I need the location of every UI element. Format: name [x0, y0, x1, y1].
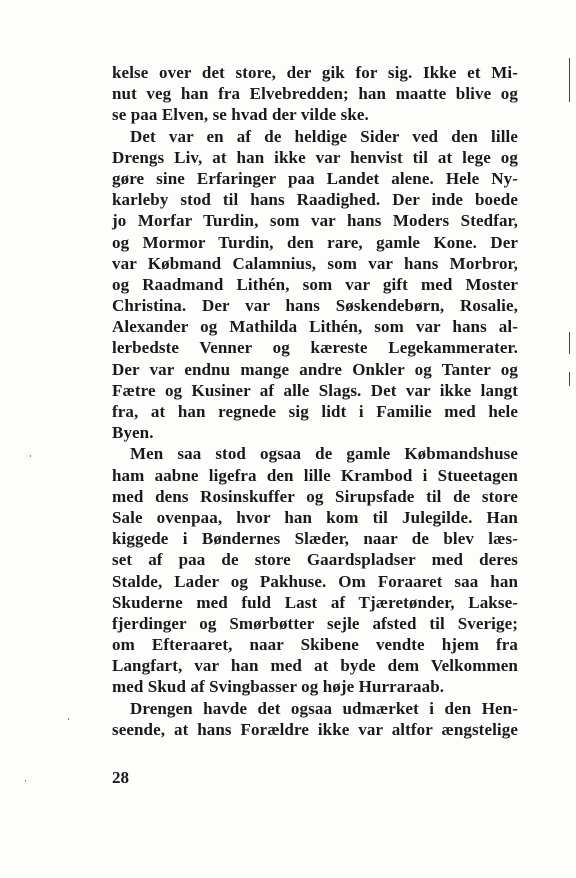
- text-line: Langfart, var han med at byde dem Velkommen: [112, 656, 518, 676]
- text-line: Byen.: [112, 423, 154, 443]
- text-line: Drengen havde det ogsaa udmærket i den Hen-: [130, 698, 518, 718]
- text-line: Der var endnu mange andre Onkler og Tanter og: [112, 359, 518, 379]
- text-line: gøre sine Erfaringer paa Landet alene. Hele Ny-: [112, 168, 518, 188]
- text-line: Christina. Der var hans Søskendebørn, Rosalie,: [112, 296, 518, 316]
- text-line: Skuderne med fuld Last af Tjæretønder, Lakse-: [112, 592, 518, 612]
- text-line: kelse over det store, der gik for sig. Ikke et Mi-: [112, 63, 518, 82]
- paper-speck: [30, 455, 31, 457]
- text-line: fra, at han regnede sig lidt i Familie med hele: [112, 402, 518, 421]
- text-line: nut veg han fra Elvebredden; han maatte blive og: [112, 84, 518, 104]
- text-line: lerbedste Venner og kæreste Legekammerater.: [112, 338, 518, 358]
- text-line: jo Morfar Turdin, som var hans Moders Stedfar,: [112, 211, 518, 231]
- text-line: om Efteraaret, naar Skibene vendte hjem fra: [112, 635, 518, 655]
- text-line: Drengs Liv, at han ikke var henvist til at lege og: [112, 147, 518, 167]
- right-edge-mark: [569, 332, 570, 354]
- text-line: med Skud af Svingbasser og høje Hurraraab.: [112, 677, 445, 697]
- right-edge-mark: [569, 372, 570, 386]
- paper-speck: [68, 718, 69, 720]
- text-line: Sale ovenpaa, hvor han kom til Julegilde. Han: [112, 507, 518, 527]
- text-line: ham aabne ligefra den lille Krambod i Stueetagen: [112, 465, 518, 485]
- page-number: 28: [112, 768, 129, 787]
- body-text: [112, 62, 518, 740]
- text-line: var Købmand Calamnius, som var hans Morbror,: [112, 253, 518, 273]
- text-line: Stalde, Lader og Pakhuse. Om Foraaret saa han: [112, 571, 518, 591]
- text-line: set af paa de store Gaardspladser med deres: [112, 550, 518, 570]
- text-line: karleby stod til hans Raadighed. Der inde boede: [112, 190, 518, 210]
- text-line: Fætre og Kusiner af alle Slags. Det var ikke langt: [112, 380, 518, 400]
- text-line: Alexander og Mathilda Lithén, som var hans al-: [112, 317, 518, 337]
- text-line: og Raadmand Lithén, som var gift med Moster: [112, 274, 518, 294]
- text-line: seende, at hans Forældre ikke var altfor ængstelige: [112, 719, 518, 739]
- paper-speck: [25, 780, 26, 782]
- text-line: se paa Elven, se hvad der vilde ske.: [112, 105, 369, 125]
- text-line: kiggede i Bøndernes Slæder, naar de blev læs-: [112, 529, 518, 549]
- text-line: Men saa stod ogsaa de gamle Købmandshuse: [130, 444, 518, 464]
- text-line: og Mormor Turdin, den rare, gamle Kone. Der: [112, 232, 518, 252]
- text-line: fjerdinger og Smørbøtter sejle afsted til Sverige;: [112, 613, 518, 633]
- right-edge-mark: [569, 58, 570, 102]
- text-line: med dens Rosinskuffer og Sirupsfade til de store: [112, 486, 518, 506]
- text-line: Det var en af de heldige Sider ved den lille: [130, 126, 518, 146]
